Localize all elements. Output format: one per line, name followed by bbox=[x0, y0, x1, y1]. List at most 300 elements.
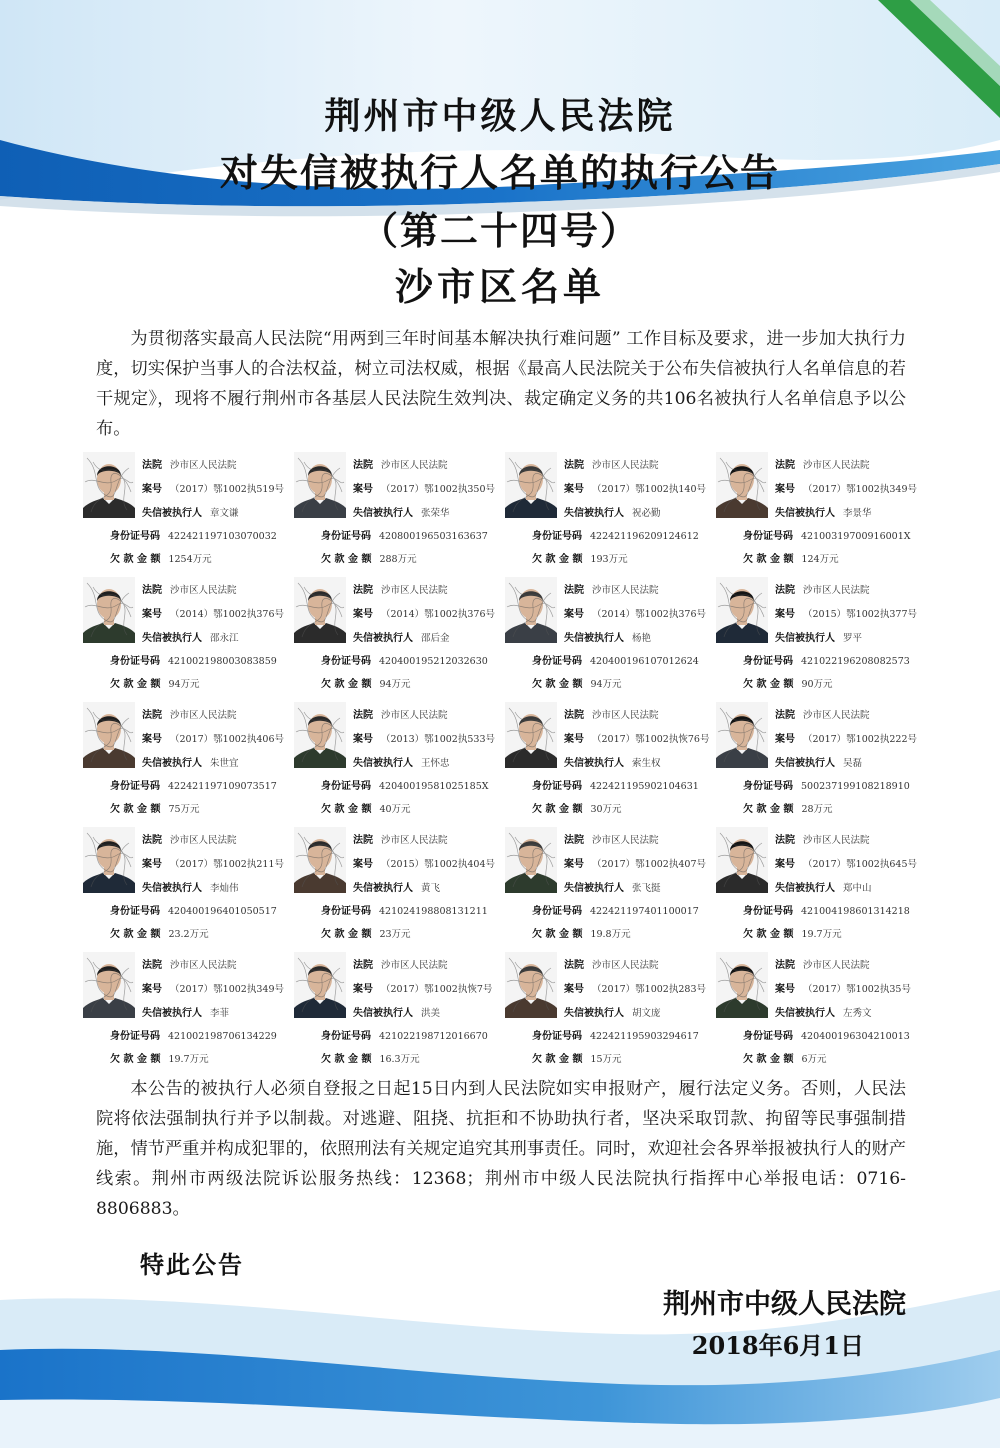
case-label: 案号 bbox=[564, 859, 584, 870]
id-number: 421004198601314218 bbox=[801, 906, 910, 917]
debtor-card bbox=[83, 952, 294, 1076]
sign-off: 特此公告 bbox=[140, 1251, 244, 1279]
debtor-name: 祝必勤 bbox=[632, 508, 661, 519]
court-value: 沙市区人民法院 bbox=[381, 460, 448, 471]
debt-label: 欠 款 金 额 bbox=[110, 679, 161, 690]
id-row bbox=[743, 781, 910, 793]
id-label: 身份证号码 bbox=[321, 531, 371, 542]
portrait-icon bbox=[505, 827, 557, 893]
debtor-card bbox=[294, 577, 505, 701]
court-value: 沙市区人民法院 bbox=[592, 835, 659, 846]
id-row bbox=[532, 656, 699, 668]
case-label: 案号 bbox=[353, 484, 373, 495]
debtor-name: 李灿伟 bbox=[210, 883, 239, 894]
case-row bbox=[775, 859, 917, 871]
debt-row bbox=[532, 1054, 622, 1066]
debt-amount: 30万元 bbox=[590, 804, 622, 815]
court-row bbox=[564, 460, 659, 472]
case-row bbox=[353, 609, 495, 621]
person-row bbox=[353, 1008, 440, 1020]
debtor-name: 李菲 bbox=[210, 1008, 230, 1019]
id-row bbox=[532, 906, 699, 918]
id-label: 身份证号码 bbox=[743, 1031, 793, 1042]
person-row bbox=[564, 1008, 661, 1020]
case-number: （2017）鄂1002执645号 bbox=[803, 859, 917, 870]
id-number: 420400196401050517 bbox=[168, 906, 277, 917]
court-label: 法院 bbox=[353, 960, 373, 971]
court-label: 法院 bbox=[775, 585, 795, 596]
case-number: （2015）鄂1002执404号 bbox=[381, 859, 495, 870]
court-label: 法院 bbox=[142, 585, 162, 596]
id-label: 身份证号码 bbox=[321, 781, 371, 792]
id-number: 420400195212032630 bbox=[379, 656, 488, 667]
debt-row bbox=[743, 1054, 827, 1066]
id-row bbox=[110, 781, 277, 793]
debtor-name: 左秀文 bbox=[843, 1008, 872, 1019]
case-label: 案号 bbox=[564, 734, 584, 745]
id-label: 身份证号码 bbox=[743, 531, 793, 542]
case-number: （2017）鄂1002执283号 bbox=[592, 984, 706, 995]
court-label: 法院 bbox=[775, 460, 795, 471]
case-label: 案号 bbox=[564, 984, 584, 995]
debt-amount: 6万元 bbox=[801, 1054, 827, 1065]
court-label: 法院 bbox=[564, 710, 584, 721]
case-row bbox=[564, 859, 706, 871]
id-row bbox=[743, 1031, 910, 1043]
id-row bbox=[743, 656, 910, 668]
case-label: 案号 bbox=[142, 859, 162, 870]
id-label: 身份证号码 bbox=[532, 906, 582, 917]
id-row bbox=[743, 906, 910, 918]
case-number: （2017）鄂1002执35号 bbox=[803, 984, 911, 995]
case-row bbox=[775, 734, 917, 746]
case-number: （2017）鄂1002执349号 bbox=[803, 484, 917, 495]
debtor-name: 李景华 bbox=[843, 508, 872, 519]
case-number: （2017）鄂1002执350号 bbox=[381, 484, 495, 495]
court-value: 沙市区人民法院 bbox=[381, 710, 448, 721]
case-row bbox=[564, 609, 706, 621]
case-row bbox=[353, 734, 495, 746]
id-number: 421022198712016670 bbox=[379, 1031, 488, 1042]
person-label: 失信被执行人 bbox=[142, 508, 202, 519]
debtor-card bbox=[294, 452, 505, 576]
portrait-icon bbox=[716, 452, 768, 518]
debt-label: 欠 款 金 额 bbox=[532, 679, 583, 690]
case-label: 案号 bbox=[564, 609, 584, 620]
court-row bbox=[775, 460, 870, 472]
case-row bbox=[775, 984, 911, 996]
case-label: 案号 bbox=[775, 859, 795, 870]
case-number: （2013）鄂1002执533号 bbox=[381, 734, 495, 745]
person-label: 失信被执行人 bbox=[142, 1008, 202, 1019]
id-row bbox=[532, 1031, 699, 1043]
debt-row bbox=[743, 679, 833, 691]
debtor-grid bbox=[83, 452, 927, 1068]
debt-label: 欠 款 金 额 bbox=[110, 554, 161, 565]
case-number: （2017）鄂1002执恢7号 bbox=[381, 984, 493, 995]
portrait-photo bbox=[83, 452, 135, 518]
court-label: 法院 bbox=[142, 710, 162, 721]
district-title: 沙市区名单 bbox=[394, 265, 605, 309]
person-row bbox=[775, 758, 862, 770]
closing-paragraph: 本公告的被执行人必须自登报之日起15日内到人民法院如实申报财产，履行法定义务。否则，人民法院将依法强制执行并予以制裁。对逃避、阻挠、抗拒和不协助执行者，坚决采取罚款、拘留等民事强制措施，情节严重并构成犯罪的，依照刑法有关规定追究其刑事责任。同时，欢迎社会各界举报被执行人的财产线索。荆州市两级法院诉讼服务热线：12368；荆州市中级人民法院执行指挥中心举报电话：0716-8806883。 bbox=[96, 1079, 906, 1219]
id-row bbox=[110, 656, 277, 668]
court-value: 沙市区人民法院 bbox=[592, 710, 659, 721]
id-number: 422421197401100017 bbox=[590, 906, 699, 917]
court-row bbox=[142, 960, 237, 972]
debt-row bbox=[743, 929, 842, 941]
court-label: 法院 bbox=[353, 710, 373, 721]
court-value: 沙市区人民法院 bbox=[170, 460, 237, 471]
id-row bbox=[532, 531, 699, 543]
id-number: 422421197103070032 bbox=[168, 531, 277, 542]
portrait-photo bbox=[294, 827, 346, 893]
portrait-photo bbox=[83, 577, 135, 643]
debtor-name: 杨艳 bbox=[632, 633, 652, 644]
court-row bbox=[353, 710, 448, 722]
portrait-icon bbox=[294, 577, 346, 643]
case-number: （2014）鄂1002执376号 bbox=[170, 609, 284, 620]
case-label: 案号 bbox=[775, 734, 795, 745]
portrait-icon bbox=[294, 702, 346, 768]
person-label: 失信被执行人 bbox=[353, 883, 413, 894]
debt-label: 欠 款 金 额 bbox=[532, 929, 583, 940]
case-row bbox=[564, 734, 709, 746]
portrait-icon bbox=[716, 827, 768, 893]
person-row bbox=[142, 758, 239, 770]
court-row bbox=[353, 460, 448, 472]
court-row bbox=[142, 585, 237, 597]
court-value: 沙市区人民法院 bbox=[592, 460, 659, 471]
portrait-icon bbox=[505, 452, 557, 518]
court-label: 法院 bbox=[353, 835, 373, 846]
debtor-card bbox=[83, 577, 294, 701]
debt-row bbox=[110, 1054, 209, 1066]
id-label: 身份证号码 bbox=[532, 1031, 582, 1042]
debtor-name: 章文谦 bbox=[210, 508, 239, 519]
court-value: 沙市区人民法院 bbox=[803, 585, 870, 596]
court-row bbox=[564, 835, 659, 847]
case-label: 案号 bbox=[775, 984, 795, 995]
debtor-name: 王怀忠 bbox=[421, 758, 450, 769]
person-label: 失信被执行人 bbox=[775, 508, 835, 519]
court-row bbox=[142, 835, 237, 847]
court-value: 沙市区人民法院 bbox=[592, 585, 659, 596]
portrait-photo bbox=[716, 452, 768, 518]
portrait-photo bbox=[294, 577, 346, 643]
court-label: 法院 bbox=[564, 835, 584, 846]
case-number: （2017）鄂1002执519号 bbox=[170, 484, 284, 495]
id-row bbox=[532, 781, 699, 793]
id-label: 身份证号码 bbox=[110, 781, 160, 792]
debt-row bbox=[532, 679, 622, 691]
intro-paragraph: 为贯彻落实最高人民法院“用两到三年时间基本解决执行难问题” 工作目标及要求，进一步加大执行力度，切实保护当事人的合法权益，树立司法权威，根据《最高人民法院关于公布失信被执行人名单信息的若干规定》，现将不履行荆州市各基层人民法院生效判决、裁定确定义务的共106名被执行人名单信息予以公布。 bbox=[96, 329, 906, 439]
debtor-card bbox=[294, 702, 505, 826]
court-label: 法院 bbox=[564, 460, 584, 471]
court-row bbox=[142, 460, 237, 472]
id-label: 身份证号码 bbox=[110, 906, 160, 917]
person-row bbox=[775, 633, 862, 645]
court-row bbox=[775, 960, 870, 972]
case-number: （2017）鄂1002执222号 bbox=[803, 734, 917, 745]
debt-row bbox=[743, 804, 833, 816]
debt-label: 欠 款 金 额 bbox=[532, 804, 583, 815]
id-number: 421024198808131211 bbox=[379, 906, 488, 917]
debtor-name: 黄飞 bbox=[421, 883, 441, 894]
court-label: 法院 bbox=[353, 460, 373, 471]
id-label: 身份证号码 bbox=[321, 656, 371, 667]
court-value: 沙市区人民法院 bbox=[381, 960, 448, 971]
debt-label: 欠 款 金 额 bbox=[110, 929, 161, 940]
debtor-card bbox=[716, 452, 927, 576]
person-row bbox=[142, 883, 239, 895]
debtor-card bbox=[505, 702, 716, 826]
person-row bbox=[564, 883, 661, 895]
id-row bbox=[321, 531, 488, 543]
id-row bbox=[321, 1031, 488, 1043]
debt-amount: 75万元 bbox=[168, 804, 200, 815]
debt-amount: 15万元 bbox=[590, 1054, 622, 1065]
case-label: 案号 bbox=[353, 859, 373, 870]
court-row bbox=[353, 585, 448, 597]
person-label: 失信被执行人 bbox=[142, 758, 202, 769]
person-label: 失信被执行人 bbox=[775, 758, 835, 769]
id-row bbox=[321, 781, 489, 793]
case-row bbox=[142, 859, 284, 871]
case-number: （2017）鄂1002执140号 bbox=[592, 484, 706, 495]
debt-label: 欠 款 金 额 bbox=[321, 554, 372, 565]
debt-row bbox=[321, 929, 411, 941]
case-label: 案号 bbox=[353, 734, 373, 745]
person-row bbox=[142, 508, 239, 520]
debt-label: 欠 款 金 额 bbox=[743, 804, 794, 815]
case-row bbox=[142, 609, 284, 621]
id-row bbox=[321, 656, 488, 668]
portrait-photo bbox=[294, 702, 346, 768]
issue-number: （第二十四号） bbox=[359, 209, 640, 253]
case-number: （2014）鄂1002执376号 bbox=[592, 609, 706, 620]
announcement-title: 对失信被执行人名单的执行公告 bbox=[219, 151, 780, 195]
id-label: 身份证号码 bbox=[321, 906, 371, 917]
debt-amount: 40万元 bbox=[379, 804, 411, 815]
id-number: 421022196208082573 bbox=[801, 656, 910, 667]
portrait-photo bbox=[716, 577, 768, 643]
portrait-photo bbox=[505, 827, 557, 893]
debtor-card bbox=[716, 577, 927, 701]
case-number: （2017）鄂1002执恢76号 bbox=[592, 734, 710, 745]
portrait-icon bbox=[294, 952, 346, 1018]
id-label: 身份证号码 bbox=[321, 1031, 371, 1042]
portrait-icon bbox=[716, 702, 768, 768]
debtor-name: 张荣华 bbox=[421, 508, 450, 519]
debt-row bbox=[321, 679, 411, 691]
court-value: 沙市区人民法院 bbox=[170, 835, 237, 846]
person-label: 失信被执行人 bbox=[564, 508, 624, 519]
case-label: 案号 bbox=[142, 734, 162, 745]
portrait-photo bbox=[505, 577, 557, 643]
id-row bbox=[743, 531, 911, 543]
debt-row bbox=[532, 804, 622, 816]
debt-label: 欠 款 金 额 bbox=[321, 679, 372, 690]
debt-amount: 16.3万元 bbox=[379, 1054, 420, 1065]
portrait-icon bbox=[83, 452, 135, 518]
court-row bbox=[564, 960, 659, 972]
debt-label: 欠 款 金 额 bbox=[110, 804, 161, 815]
debt-row bbox=[110, 679, 200, 691]
portrait-photo bbox=[716, 702, 768, 768]
debt-amount: 90万元 bbox=[801, 679, 833, 690]
person-label: 失信被执行人 bbox=[564, 1008, 624, 1019]
portrait-icon bbox=[83, 952, 135, 1018]
person-label: 失信被执行人 bbox=[775, 883, 835, 894]
case-number: （2017）鄂1002执407号 bbox=[592, 859, 706, 870]
id-number: 420400196107012624 bbox=[590, 656, 699, 667]
debtor-card bbox=[294, 827, 505, 951]
person-row bbox=[564, 633, 651, 645]
debt-label: 欠 款 金 额 bbox=[321, 1054, 372, 1065]
debt-amount: 1254万元 bbox=[168, 554, 212, 565]
person-row bbox=[353, 508, 450, 520]
portrait-icon bbox=[294, 452, 346, 518]
court-row bbox=[353, 835, 448, 847]
id-number: 422421195903294617 bbox=[590, 1031, 699, 1042]
debtor-name: 邵永江 bbox=[210, 633, 239, 644]
person-label: 失信被执行人 bbox=[353, 508, 413, 519]
id-number: 421002198706134229 bbox=[168, 1031, 277, 1042]
debtor-card bbox=[716, 827, 927, 951]
id-row bbox=[110, 531, 277, 543]
debt-label: 欠 款 金 额 bbox=[743, 554, 794, 565]
case-label: 案号 bbox=[353, 984, 373, 995]
id-label: 身份证号码 bbox=[532, 781, 582, 792]
case-label: 案号 bbox=[142, 609, 162, 620]
court-value: 沙市区人民法院 bbox=[592, 960, 659, 971]
debtor-card bbox=[505, 577, 716, 701]
debt-amount: 19.7万元 bbox=[801, 929, 842, 940]
portrait-photo bbox=[716, 952, 768, 1018]
debt-row bbox=[321, 804, 411, 816]
debtor-name: 张飞挺 bbox=[632, 883, 661, 894]
court-label: 法院 bbox=[775, 960, 795, 971]
court-label: 法院 bbox=[775, 835, 795, 846]
case-row bbox=[564, 984, 706, 996]
debt-amount: 23万元 bbox=[379, 929, 411, 940]
court-row bbox=[775, 710, 870, 722]
portrait-photo bbox=[716, 827, 768, 893]
debtor-card bbox=[505, 827, 716, 951]
id-number: 421002198003083859 bbox=[168, 656, 277, 667]
debt-amount: 94万元 bbox=[168, 679, 200, 690]
debtor-card bbox=[83, 702, 294, 826]
case-row bbox=[353, 984, 492, 996]
portrait-icon bbox=[716, 952, 768, 1018]
debt-amount: 28万元 bbox=[801, 804, 833, 815]
debtor-name: 罗平 bbox=[843, 633, 863, 644]
court-row bbox=[353, 960, 448, 972]
person-row bbox=[564, 758, 661, 770]
debt-row bbox=[110, 804, 200, 816]
debt-amount: 19.7万元 bbox=[168, 1054, 209, 1065]
debtor-name: 吴磊 bbox=[843, 758, 863, 769]
debt-label: 欠 款 金 额 bbox=[743, 929, 794, 940]
person-label: 失信被执行人 bbox=[564, 633, 624, 644]
debtor-card bbox=[505, 452, 716, 576]
person-row bbox=[775, 508, 872, 520]
debtor-card bbox=[716, 952, 927, 1076]
case-label: 案号 bbox=[142, 484, 162, 495]
person-label: 失信被执行人 bbox=[775, 1008, 835, 1019]
court-value: 沙市区人民法院 bbox=[803, 960, 870, 971]
person-label: 失信被执行人 bbox=[564, 758, 624, 769]
debt-amount: 124万元 bbox=[801, 554, 839, 565]
person-label: 失信被执行人 bbox=[775, 633, 835, 644]
court-value: 沙市区人民法院 bbox=[381, 835, 448, 846]
person-label: 失信被执行人 bbox=[353, 758, 413, 769]
portrait-photo bbox=[83, 827, 135, 893]
court-row bbox=[142, 710, 237, 722]
person-label: 失信被执行人 bbox=[142, 883, 202, 894]
court-row bbox=[775, 585, 870, 597]
court-label: 法院 bbox=[353, 585, 373, 596]
id-row bbox=[110, 906, 277, 918]
id-label: 身份证号码 bbox=[743, 781, 793, 792]
case-label: 案号 bbox=[142, 984, 162, 995]
debt-amount: 94万元 bbox=[379, 679, 411, 690]
person-row bbox=[353, 883, 440, 895]
case-row bbox=[775, 484, 917, 496]
case-number: （2014）鄂1002执376号 bbox=[381, 609, 495, 620]
debt-label: 欠 款 金 额 bbox=[110, 1054, 161, 1065]
court-value: 沙市区人民法院 bbox=[170, 960, 237, 971]
debtor-card bbox=[83, 827, 294, 951]
person-label: 失信被执行人 bbox=[142, 633, 202, 644]
case-row bbox=[353, 484, 495, 496]
signature-court: 荆州市中级人民法院 bbox=[663, 1289, 906, 1320]
portrait-photo bbox=[294, 452, 346, 518]
portrait-photo bbox=[505, 952, 557, 1018]
court-label: 法院 bbox=[775, 710, 795, 721]
debt-row bbox=[743, 554, 839, 566]
person-label: 失信被执行人 bbox=[564, 883, 624, 894]
debtor-card bbox=[83, 452, 294, 576]
person-row bbox=[142, 633, 239, 645]
court-label: 法院 bbox=[142, 460, 162, 471]
court-row bbox=[564, 585, 659, 597]
portrait-photo bbox=[505, 452, 557, 518]
debtor-name: 朱世宜 bbox=[210, 758, 239, 769]
portrait-icon bbox=[83, 702, 135, 768]
debt-label: 欠 款 金 额 bbox=[532, 1054, 583, 1065]
person-row bbox=[142, 1008, 229, 1020]
person-label: 失信被执行人 bbox=[353, 1008, 413, 1019]
person-row bbox=[353, 633, 450, 645]
id-label: 身份证号码 bbox=[110, 656, 160, 667]
debt-label: 欠 款 金 额 bbox=[321, 804, 372, 815]
id-number: 422421197109073517 bbox=[168, 781, 277, 792]
debtor-card bbox=[294, 952, 505, 1076]
debt-amount: 94万元 bbox=[590, 679, 622, 690]
case-label: 案号 bbox=[775, 484, 795, 495]
portrait-icon bbox=[83, 577, 135, 643]
portrait-photo bbox=[83, 952, 135, 1018]
debt-row bbox=[321, 1054, 420, 1066]
person-row bbox=[353, 758, 450, 770]
portrait-icon bbox=[505, 952, 557, 1018]
debtor-name: 邵后金 bbox=[421, 633, 450, 644]
court-title: 荆州市中级人民法院 bbox=[324, 95, 676, 137]
debt-row bbox=[110, 929, 209, 941]
portrait-icon bbox=[294, 827, 346, 893]
